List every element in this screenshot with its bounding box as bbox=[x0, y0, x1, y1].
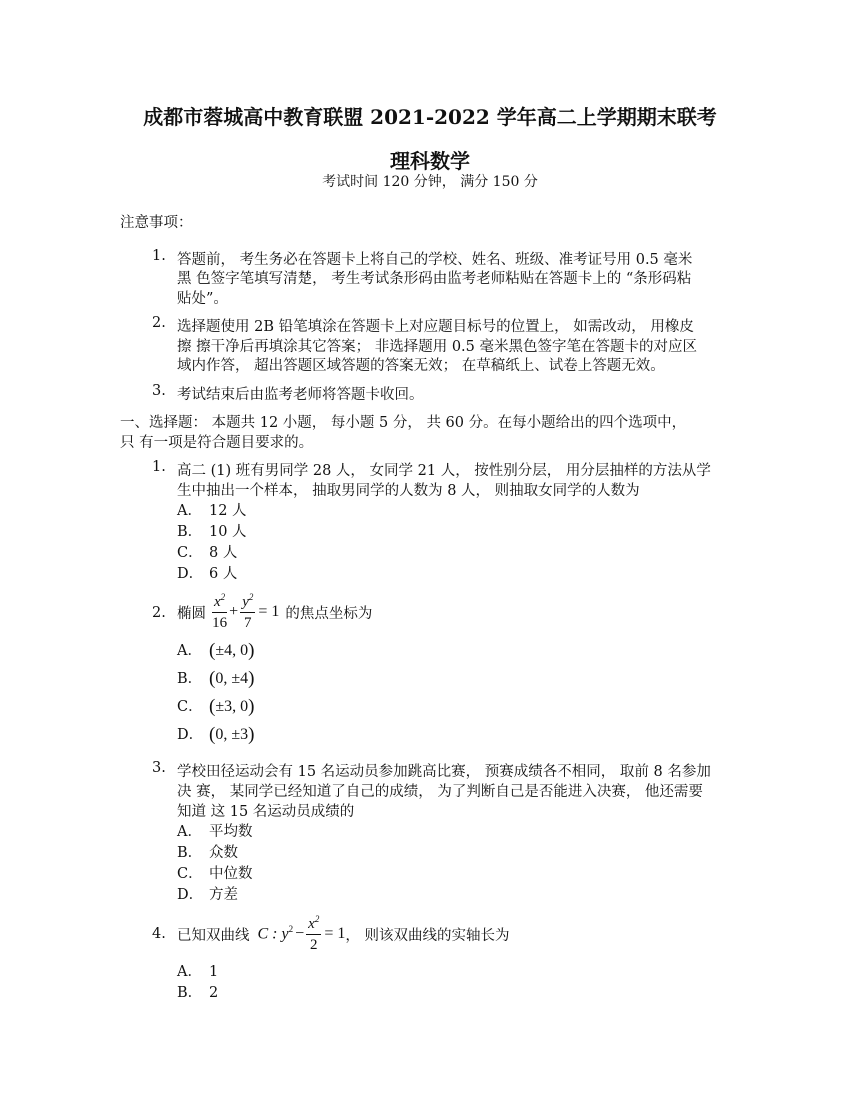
option-text: 中位数 bbox=[209, 866, 253, 882]
exponent: 2 bbox=[248, 592, 254, 602]
exam-info: 考试时间 120 分钟， 满分 150 分 bbox=[322, 174, 538, 190]
question-formula-line bbox=[177, 589, 372, 635]
right-paren: ) bbox=[248, 668, 255, 689]
option-text: 2 bbox=[209, 985, 219, 1001]
option-a bbox=[177, 960, 218, 981]
option-label: C． bbox=[177, 866, 203, 882]
option-d bbox=[177, 562, 237, 583]
option-label: B． bbox=[177, 845, 203, 861]
option-label: C． bbox=[177, 545, 203, 561]
option-text: 12 人 bbox=[209, 503, 247, 519]
option-text: 6 人 bbox=[209, 566, 238, 582]
option-text: 0, ±4 bbox=[215, 670, 249, 687]
subject-title: 理科数学 bbox=[390, 149, 470, 173]
option-label: D． bbox=[177, 566, 204, 582]
option-text: 10 人 bbox=[209, 524, 247, 540]
option-c bbox=[177, 695, 254, 718]
option-label: B． bbox=[177, 671, 203, 687]
option-label: A． bbox=[177, 964, 202, 980]
notice-item-line: 贴处”。 bbox=[177, 291, 228, 307]
notice-item-line: 考试结束后由监考老师将答题卡收回。 bbox=[177, 387, 424, 403]
math-text: C : y bbox=[257, 925, 289, 943]
option-label: A． bbox=[177, 824, 202, 840]
right-paren: ) bbox=[248, 640, 255, 661]
fraction-denominator: 16 bbox=[212, 615, 228, 631]
option-a bbox=[177, 820, 253, 841]
fraction-denominator: 7 bbox=[244, 615, 252, 631]
notice-item-number: 3. bbox=[152, 383, 166, 399]
exponent: 2 bbox=[288, 924, 294, 935]
variable-x: x bbox=[214, 594, 221, 610]
notice-item-line: 答题前， 考生务必在答题卡上将自己的学校、姓名、班级、准考证号用 0.5 毫米 bbox=[177, 252, 693, 268]
question-text-line: 知道 这 15 名运动员成绩的 bbox=[177, 804, 355, 820]
option-coordinate bbox=[209, 726, 254, 743]
option-b bbox=[177, 981, 218, 1002]
option-text: 0, ±3 bbox=[215, 726, 249, 743]
option-text: 众数 bbox=[209, 845, 238, 861]
fraction-y2-7 bbox=[240, 593, 255, 631]
minus-sign: − bbox=[295, 925, 305, 942]
option-coordinate bbox=[209, 642, 254, 659]
notice-item-number: 2. bbox=[152, 315, 166, 331]
variable-x: x bbox=[308, 916, 315, 932]
question-text-line: 学校田径运动会有 15 名运动员参加跳高比赛， 预赛成绩各不相同， 取前 8 名参加 bbox=[177, 764, 711, 780]
fraction-numerator bbox=[240, 593, 255, 613]
notice-heading: 注意事项： bbox=[120, 215, 193, 231]
hyperbola-lhs bbox=[258, 924, 294, 943]
option-b bbox=[177, 667, 254, 690]
left-paren: ( bbox=[209, 724, 216, 745]
right-paren: ) bbox=[248, 724, 255, 745]
option-coordinate bbox=[209, 698, 254, 715]
option-c bbox=[177, 541, 237, 562]
equals-one: = 1 bbox=[258, 603, 280, 620]
option-a bbox=[177, 499, 247, 520]
option-text: ±4, 0 bbox=[215, 642, 249, 659]
notice-item-line: 黑 色签字笔填写清楚， 考生考试条形码由监考老师粘贴在答题卡上的 “条形码粘 bbox=[177, 271, 692, 287]
fraction-denominator: 2 bbox=[309, 937, 318, 953]
question-suffix: ， 则该双曲线的实轴长为 bbox=[345, 927, 510, 944]
question-number: 2. bbox=[152, 605, 166, 621]
exponent: 2 bbox=[314, 914, 320, 924]
fraction-numerator bbox=[212, 593, 227, 613]
section-heading-line: 一、选择题： 本题共 12 小题， 每小题 5 分， 共 60 分。在每小题给出的四个选项中， bbox=[120, 415, 687, 431]
option-label: C． bbox=[177, 699, 203, 715]
notice-item-line: 域内作答， 超出答题区域答题的答案无效； 在草稿纸上、试卷上答题无效。 bbox=[177, 358, 665, 374]
question-number: 1. bbox=[152, 459, 166, 475]
question-prefix: 椭圆 bbox=[177, 605, 206, 622]
fraction-x2-2 bbox=[306, 915, 321, 953]
option-text: 1 bbox=[209, 964, 219, 980]
notice-item-number: 1. bbox=[152, 248, 166, 264]
option-b bbox=[177, 841, 238, 862]
left-paren: ( bbox=[209, 640, 216, 661]
left-paren: ( bbox=[209, 696, 216, 717]
question-text-line: 生中抽出一个样本， 抽取男同学的人数为 8 人， 则抽取女同学的人数为 bbox=[177, 483, 640, 499]
option-text: 8 人 bbox=[209, 545, 238, 561]
option-label: B． bbox=[177, 524, 203, 540]
option-label: A． bbox=[177, 643, 202, 659]
question-number: 4. bbox=[152, 926, 166, 942]
question-formula-line bbox=[177, 911, 509, 957]
option-b bbox=[177, 520, 247, 541]
option-text: 平均数 bbox=[209, 824, 253, 840]
notice-item-line: 选择题使用 2B 铅笔填涂在答题卡上对应题目标号的位置上， 如需改动， 用橡皮 bbox=[177, 319, 694, 335]
fraction-numerator bbox=[306, 915, 321, 935]
option-coordinate bbox=[209, 670, 254, 687]
option-c bbox=[177, 862, 253, 883]
option-a bbox=[177, 639, 254, 662]
exponent: 2 bbox=[220, 592, 226, 602]
notice-item-line: 擦 擦干净后再填涂其它答案； 非选择题用 0.5 毫米黑色签字笔在答题卡的对应区 bbox=[177, 339, 697, 355]
option-d bbox=[177, 723, 254, 746]
section-heading-line: 只 有一项是符合题目要求的。 bbox=[120, 435, 314, 451]
question-number: 3. bbox=[152, 760, 166, 776]
variable-y: y bbox=[242, 594, 249, 610]
option-label: D． bbox=[177, 887, 204, 903]
plus-sign: + bbox=[229, 603, 239, 620]
equals-one: = 1 bbox=[324, 925, 346, 942]
fraction-x2-16 bbox=[212, 593, 227, 631]
right-paren: ) bbox=[248, 696, 255, 717]
option-d bbox=[177, 883, 238, 904]
question-text-line: 高二 (1) 班有男同学 28 人， 女同学 21 人， 按性别分层， 用分层抽样的方法从学 bbox=[177, 463, 711, 479]
option-label: B． bbox=[177, 985, 203, 1001]
exam-title: 成都市蓉城高中教育联盟 2021-2022 学年高二上学期期末联考 bbox=[143, 105, 717, 129]
option-text: ±3, 0 bbox=[215, 698, 249, 715]
question-suffix: 的焦点坐标为 bbox=[285, 605, 373, 622]
option-label: A． bbox=[177, 503, 202, 519]
question-prefix: 已知双曲线 bbox=[177, 927, 250, 944]
option-label: D． bbox=[177, 727, 204, 743]
question-text-line: 决 赛， 某同学已经知道了自己的成绩， 为了判断自己是否能进入决赛， 他还需要 bbox=[177, 784, 703, 800]
option-text: 方差 bbox=[209, 887, 238, 903]
left-paren: ( bbox=[209, 668, 216, 689]
